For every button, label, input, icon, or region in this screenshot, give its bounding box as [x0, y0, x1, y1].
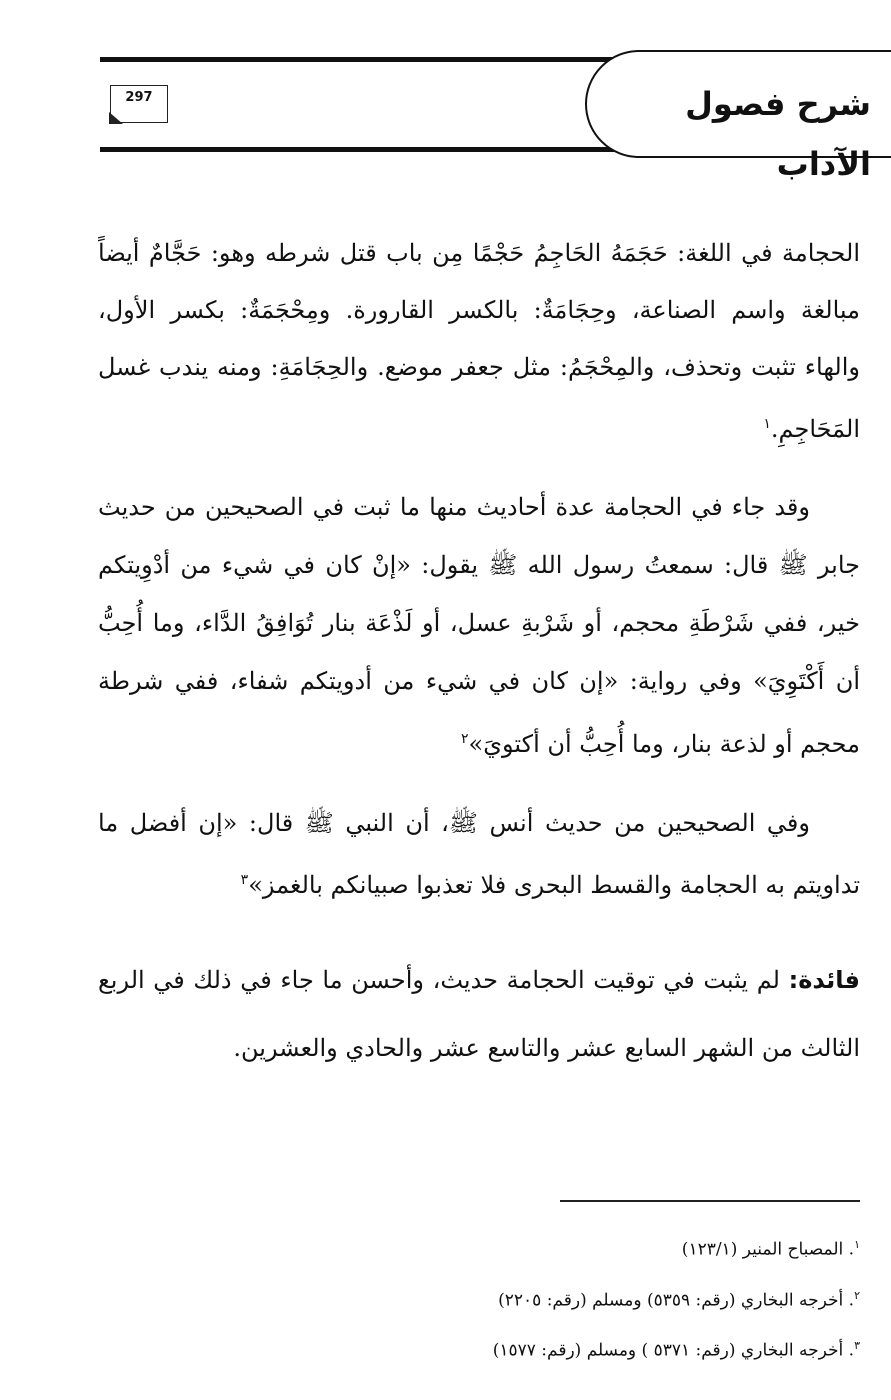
footnote-ref: ٣	[240, 872, 249, 888]
paragraph-benefit	[98, 946, 860, 1082]
footnotes	[300, 1222, 860, 1374]
paragraph-hadith-anas	[98, 795, 860, 914]
paragraph-text: وفي الصحيحين من حديث أنس ﷺ، أن النبي ﷺ قال: «إن أفضل ما تداويتم به الحجامة والقسط البحرى فلا تعذبوا صبيانكم بالغمز»	[98, 809, 860, 899]
paragraph-text: وقد جاء في الحجامة عدة أحاديث منها ما ثبت في الصحيحين من حديث جابر ﷺ قال: سمعتُ رسول الله ﷺ يقول: «إنْ كان في شيء من أدْوِيتكم خير، ففي شَرْطَةِ محجم، أو شَرْبةِ عسل، أو لَذْعَة بنار تُوَافِقُ الدَّاء، وما أُحِبُّ أن أَكْتَوِيَ» وفي رواية: «إن كان في شيء من أدويتكم شفاء، ففي شرطة محجم أو لذعة بنار، وما أُحِبُّ أن أكتويَ»	[98, 493, 860, 758]
benefit-label: فائدة:	[788, 966, 860, 994]
footnote-number: ١	[854, 1238, 860, 1251]
page-number-box	[110, 85, 168, 123]
page-title: شرح فصول الآداب	[685, 85, 871, 183]
footnote-item	[300, 1323, 860, 1374]
footnote-item	[300, 1273, 860, 1324]
page-curl-icon	[109, 112, 123, 124]
footnote-number: ٣	[854, 1339, 860, 1353]
paragraph-text: الحجامة في اللغة: حَجَمَهُ الحَاجِمُ حَجْمًا مِن باب قتل شرطه وهو: حَجَّامٌ أيضاً مبالغة واسم الصناعة، وحِجَامَةٌ: بالكسر القارورة. ومِحْجَمَةٌ: بكسر الأول، والهاء تثبت وتحذف، والمِحْجَمُ: مثل جعفر موضع. والحِجَامَةِ: ومنه يندب غسل المَحَاجِمِ.	[98, 239, 860, 443]
footnote-ref: ٢	[461, 731, 469, 747]
paragraph-hadith-jabir	[98, 478, 860, 773]
paragraph-text: لم يثبت في توقيت الحجامة حديث، وأحسن ما جاء في ذلك في الربع الثالث من الشهر السابع عشر والتاسع عشر والحادي والعشرين.	[98, 966, 860, 1062]
footnote-text: . أخرجه البخاري (رقم: ٥٣٥٩) ومسلم (رقم: ٢٢٠٥)	[498, 1290, 855, 1311]
footnote-divider	[560, 1200, 860, 1202]
footnote-item	[300, 1222, 860, 1273]
page-number: 297	[125, 90, 153, 105]
paragraph-definition	[98, 225, 860, 458]
footnote-number: ٢	[854, 1288, 860, 1302]
footnote-text: . المصباح المنير (١٢٣/١)	[681, 1239, 855, 1260]
footnote-ref: ١	[763, 416, 771, 432]
footnote-text: . أخرجه البخاري (رقم: ٥٣٧١ ) ومسلم (رقم: ١٥٧٧)	[492, 1340, 855, 1361]
